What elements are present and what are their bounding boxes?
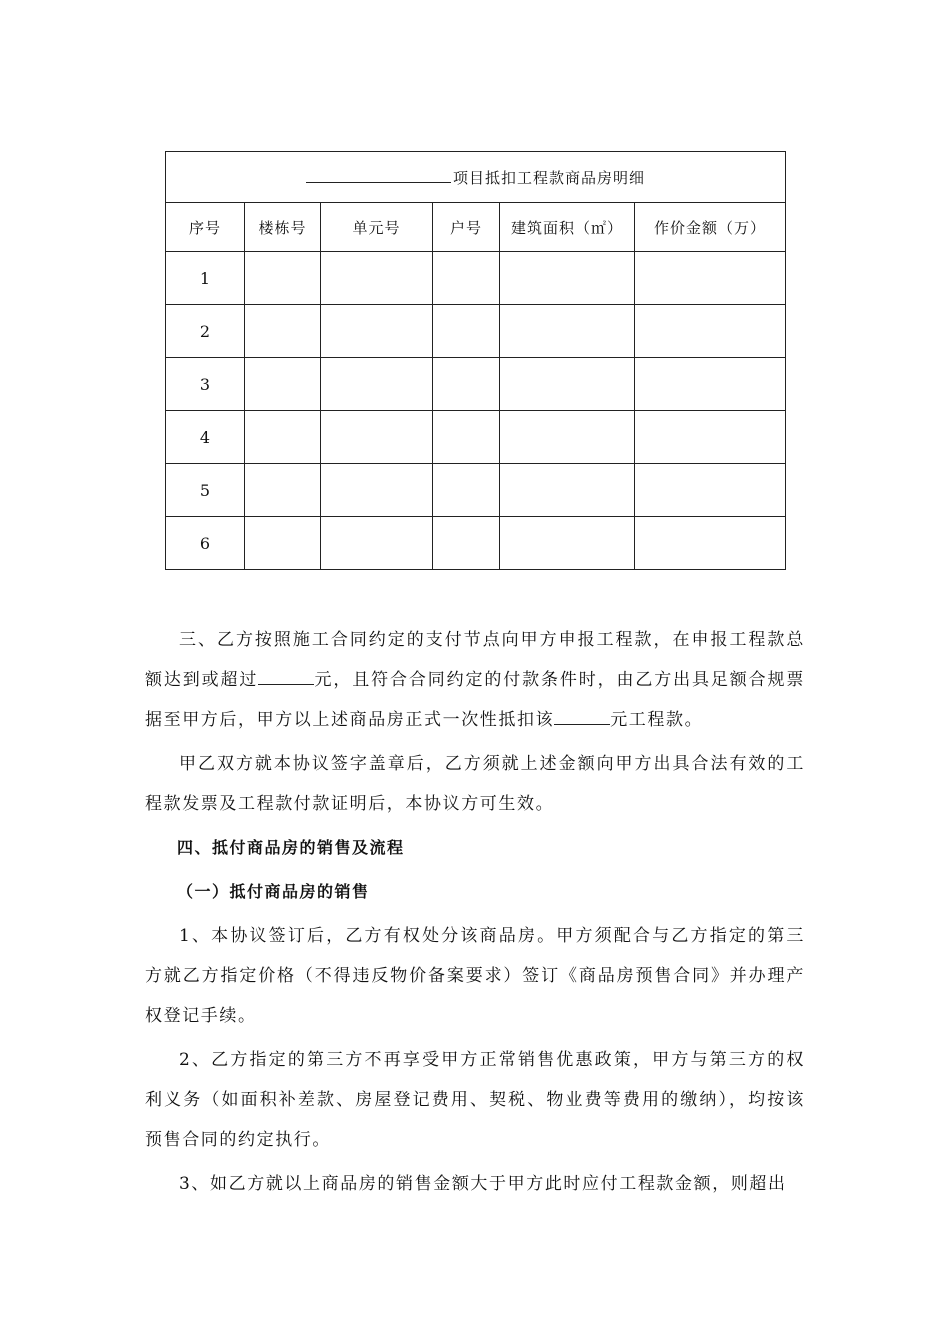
cell-building[interactable]	[245, 358, 321, 411]
cell-price[interactable]	[635, 252, 786, 305]
table-row	[166, 252, 786, 305]
cell-room[interactable]	[433, 517, 500, 570]
cell-building[interactable]	[245, 411, 321, 464]
header-building: 楼栋号	[245, 203, 321, 252]
cell-unit[interactable]	[321, 464, 433, 517]
cell-room[interactable]	[433, 358, 500, 411]
section-4-heading: 四、抵付商品房的销售及流程	[177, 838, 405, 857]
effectiveness-paragraph: 甲乙双方就本协议签字盖章后，乙方须就上述金额向甲方出具合法有效的工程款发票及工程款付款证明后，本协议方可生效。	[145, 754, 805, 814]
subsection-1-heading: （一）抵付商品房的销售	[177, 882, 370, 901]
cell-room[interactable]	[433, 252, 500, 305]
cell-unit[interactable]	[321, 252, 433, 305]
cell-price[interactable]	[635, 517, 786, 570]
cell-room[interactable]	[433, 464, 500, 517]
cell-building[interactable]	[245, 305, 321, 358]
table-row	[166, 411, 786, 464]
header-room: 户号	[433, 203, 500, 252]
cell-unit[interactable]	[321, 305, 433, 358]
item-1-paragraph: 1、本协议签订后，乙方有权处分该商品房。甲方须配合与乙方指定的第三方就乙方指定价格（不得违反物价备案要求）签订《商品房预售合同》并办理产权登记手续。	[145, 926, 805, 1026]
cell-unit[interactable]	[321, 358, 433, 411]
cell-building[interactable]	[245, 517, 321, 570]
row-index: 2	[166, 305, 245, 358]
cell-area[interactable]	[500, 411, 635, 464]
cell-area[interactable]	[500, 358, 635, 411]
property-detail-table	[165, 151, 786, 570]
table-row	[166, 517, 786, 570]
amount-blank-1[interactable]	[258, 668, 314, 685]
cell-price[interactable]	[635, 358, 786, 411]
amount-blank-2[interactable]	[554, 708, 610, 725]
table-title	[166, 152, 786, 203]
table-row	[166, 358, 786, 411]
table-row	[166, 464, 786, 517]
cell-price[interactable]	[635, 411, 786, 464]
cell-area[interactable]	[500, 517, 635, 570]
table-header-row	[166, 203, 786, 252]
row-index: 6	[166, 517, 245, 570]
cell-price[interactable]	[635, 464, 786, 517]
cell-unit[interactable]	[321, 411, 433, 464]
cell-building[interactable]	[245, 464, 321, 517]
cell-area[interactable]	[500, 305, 635, 358]
cell-price[interactable]	[635, 305, 786, 358]
header-index: 序号	[166, 203, 245, 252]
clause-3-paragraph	[145, 620, 805, 740]
table-row	[166, 305, 786, 358]
clause-3-text-c: 元工程款。	[610, 710, 704, 730]
cell-room[interactable]	[433, 411, 500, 464]
clause-3-text-a: 三、乙方按照施工合同约定的支付节点向甲方申报工程款，在申报工程款总额达到或超过	[145, 630, 805, 690]
row-index: 5	[166, 464, 245, 517]
cell-unit[interactable]	[321, 517, 433, 570]
header-price: 作价金额（万）	[635, 203, 786, 252]
header-area: 建筑面积（㎡）	[500, 203, 635, 252]
item-2-paragraph: 2、乙方指定的第三方不再享受甲方正常销售优惠政策，甲方与第三方的权利义务（如面积补差款、房屋登记费用、契税、物业费等费用的缴纳），均按该预售合同的约定执行。	[145, 1050, 805, 1150]
row-index: 3	[166, 358, 245, 411]
row-index: 4	[166, 411, 245, 464]
header-unit: 单元号	[321, 203, 433, 252]
clause-3-text-b: 元，且符合合同约定的付款条件时，由乙方出具足额合规票据至甲方后，甲方以上述商品房正式一次性抵扣该	[145, 670, 805, 730]
property-detail-table-container	[165, 151, 785, 570]
cell-building[interactable]	[245, 252, 321, 305]
document-body	[145, 620, 805, 1204]
cell-area[interactable]	[500, 464, 635, 517]
cell-room[interactable]	[433, 305, 500, 358]
row-index: 1	[166, 252, 245, 305]
item-3-paragraph: 3、如乙方就以上商品房的销售金额大于甲方此时应付工程款金额，则超出	[179, 1174, 787, 1194]
cell-area[interactable]	[500, 252, 635, 305]
project-name-blank[interactable]	[306, 168, 451, 183]
table-title-text: 项目抵扣工程款商品房明细	[453, 168, 646, 187]
